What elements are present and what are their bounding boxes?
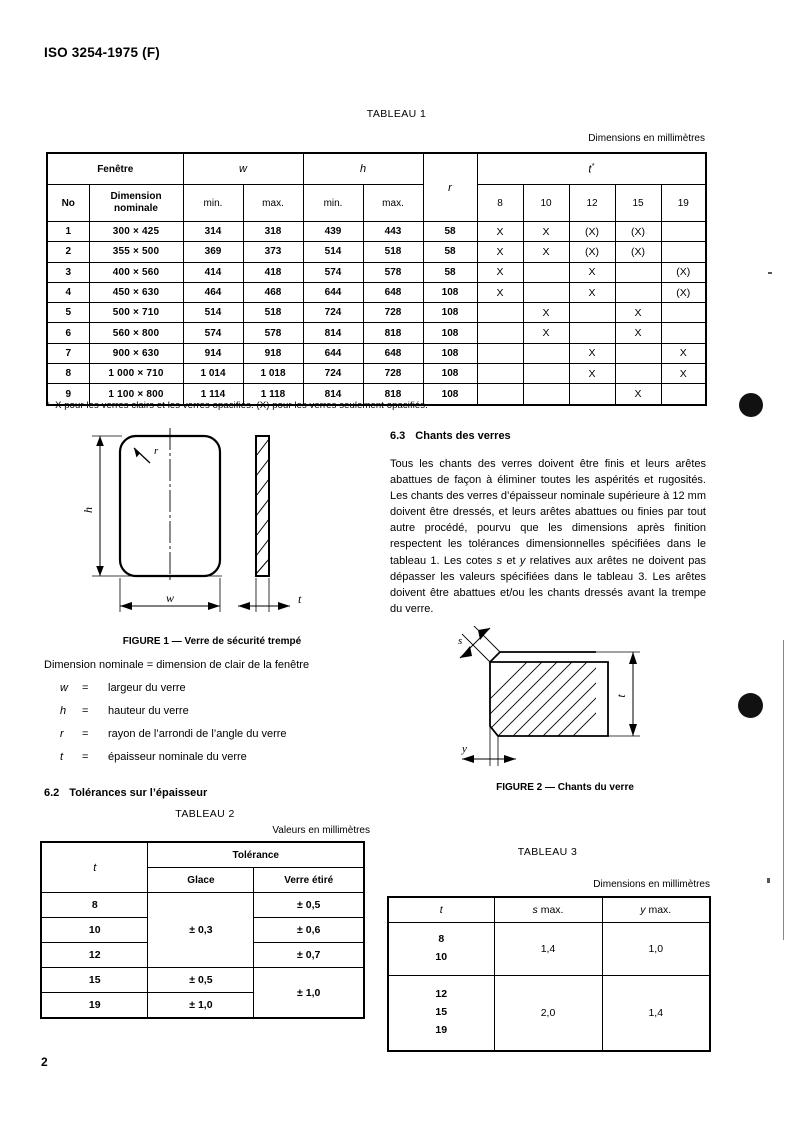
definition-eq-h: =	[82, 705, 89, 717]
table1-cell-w-max: 373	[243, 242, 303, 262]
definition-text-r: rayon de l’arrondi de l’angle du verre	[108, 728, 287, 740]
table1-cell-t-19: X	[661, 364, 706, 384]
table1-subheader-h-min: min.	[303, 185, 363, 222]
table1-cell-w-max: 468	[243, 282, 303, 302]
table1-cell-t-15: X	[615, 323, 661, 343]
definition-eq-w: =	[82, 682, 89, 694]
table3-t-value: 10	[435, 951, 448, 963]
table1-footnote-marker: *	[46, 400, 50, 410]
table1-cell-w-max: 578	[243, 323, 303, 343]
figure1-r-arrow	[134, 448, 140, 458]
table3-header-y-text: max.	[645, 904, 672, 916]
table1-cell-w-min: 1 014	[183, 364, 243, 384]
table1-cell-dimension: 300 × 425	[89, 222, 183, 242]
table1-cell-h-min: 514	[303, 242, 363, 262]
table1-cell-t-8	[477, 343, 523, 363]
definitions-list	[44, 659, 309, 774]
table1-cell-h-min: 644	[303, 343, 363, 363]
definition-item-h	[60, 705, 309, 717]
table1-cell-dimension: 355 × 500	[89, 242, 183, 262]
figure1-glass-side-view	[256, 436, 269, 576]
table1-cell-t-15	[615, 364, 661, 384]
scan-artifact-dot-lower	[738, 693, 763, 718]
table1-cell-t-15: (X)	[615, 242, 661, 262]
section-6-3-number: 6.3	[390, 430, 406, 442]
table1-cell-dimension: 1 000 × 710	[89, 364, 183, 384]
table1-cell-h-min: 644	[303, 282, 363, 302]
table1-cell-w-min: 314	[183, 222, 243, 242]
table1-cell-h-min: 439	[303, 222, 363, 242]
table1-cell-r: 58	[423, 222, 477, 242]
table1-subheader-t-12: 12	[569, 185, 615, 222]
table1-caption: TABLEAU 1	[366, 108, 427, 120]
figure2-t-arrow-bottom	[629, 724, 637, 736]
table1-cell-r: 108	[423, 384, 477, 405]
table1-footnote	[46, 400, 428, 411]
table1-subheader-w-max: max.	[243, 185, 303, 222]
table2-cell-glace-merged: ± 0,3	[148, 893, 254, 968]
table3-header-row	[388, 897, 710, 923]
table1-cell-t-19	[661, 242, 706, 262]
figure2-label-t: t	[614, 694, 628, 698]
table1-row	[47, 282, 706, 302]
table1-cell-t-8	[477, 364, 523, 384]
table1-cell-t-10: X	[523, 242, 569, 262]
table1-subheader-dimnom-line1: Dimension	[110, 190, 162, 202]
table1-cell-t-15	[615, 282, 661, 302]
figure2-caption: FIGURE 2 — Chants du verre	[496, 782, 634, 793]
table2-cell-verre-etire-merged: ± 1,0	[254, 968, 364, 1019]
table3	[387, 896, 711, 1052]
table3-cell-t-group-1	[388, 923, 494, 976]
table1-cell-dimension: 450 × 630	[89, 282, 183, 302]
scan-artifact-speck-upper	[768, 272, 772, 274]
table1-cell-t-12	[569, 384, 615, 405]
table1-row	[47, 303, 706, 323]
table2-header-verre-etire: Verre étiré	[254, 868, 364, 893]
table2-cell-verre-etire: ± 0,7	[254, 943, 364, 968]
table1-subheader-no-text: No	[61, 197, 75, 209]
table1	[46, 152, 707, 406]
table1-cell-r: 108	[423, 303, 477, 323]
table3-header-s-symbol: s	[532, 904, 538, 916]
table3-caption: TABLEAU 3	[517, 846, 578, 858]
table1-group-w: w	[183, 153, 303, 185]
table1-cell-w-min: 914	[183, 343, 243, 363]
table1-cell-t-10	[523, 262, 569, 282]
table3-units-note: Dimensions en millimètres	[593, 879, 710, 890]
table1-cell-w-max: 418	[243, 262, 303, 282]
table1-cell-w-min: 414	[183, 262, 243, 282]
table3-cell-s-max-group-1: 1,4	[494, 923, 602, 976]
scan-artifact-edge-line	[783, 640, 784, 940]
table1-group-t-superscript: *	[591, 162, 595, 170]
figure2-y-arrow-left	[462, 755, 474, 763]
definition-symbol-h: h	[60, 705, 67, 717]
section-6-3-heading	[390, 430, 511, 442]
table1-cell-h-min: 724	[303, 303, 363, 323]
figure2-t-arrow-top	[629, 652, 637, 664]
definition-symbol-w: w	[60, 682, 68, 694]
table2-row	[41, 968, 364, 993]
table1-cell-t-12: X	[569, 364, 615, 384]
table1-cell-t-10	[523, 384, 569, 405]
table2-cell-verre-etire: ± 0,6	[254, 918, 364, 943]
figure1-side-view-hatching	[256, 439, 269, 576]
section-6-2-number: 6.2	[44, 787, 60, 799]
definition-symbol-r: r	[60, 728, 64, 740]
table1-cell-h-max: 818	[363, 323, 423, 343]
figure1-h-arrow-top	[96, 436, 104, 446]
definition-text-h: hauteur du verre	[108, 705, 189, 717]
table1-cell-no: 1	[47, 222, 89, 242]
table1-subheader-w-min: min.	[183, 185, 243, 222]
table1-subheader-no	[47, 185, 89, 222]
figure2-label-s: s	[458, 635, 463, 647]
table1-cell-h-max: 648	[363, 343, 423, 363]
table1-group-r: r	[423, 153, 477, 222]
table1-cell-w-max: 1 118	[243, 384, 303, 405]
table1-cell-t-10: X	[523, 222, 569, 242]
table3-header-s-text: max.	[537, 904, 564, 916]
table3-header-s-max	[494, 897, 602, 923]
table1-cell-t-8	[477, 323, 523, 343]
table1-cell-t-19	[661, 303, 706, 323]
table1-cell-h-min: 574	[303, 262, 363, 282]
table2	[40, 841, 365, 1019]
definition-item-r	[60, 728, 309, 740]
definition-item-t	[60, 751, 309, 763]
table1-cell-t-12: (X)	[569, 242, 615, 262]
table1-subheader-t-8: 8	[477, 185, 523, 222]
table1-cell-w-min: 369	[183, 242, 243, 262]
table3-header-y-symbol: y	[640, 904, 646, 916]
section-6-3-symbol-y: y	[519, 554, 526, 567]
table3-t-value: 15	[435, 1006, 448, 1019]
table1-cell-t-19: (X)	[661, 262, 706, 282]
table1-cell-no: 8	[47, 364, 89, 384]
table1-cell-t-15: X	[615, 384, 661, 405]
table1-cell-t-12: X	[569, 282, 615, 302]
table2-container	[40, 841, 365, 1019]
figure1-t-arrow-left	[238, 602, 250, 610]
table3-cell-t-group-2	[388, 976, 494, 1052]
table1-row	[47, 242, 706, 262]
table2-cell-glace: ± 0,5	[148, 968, 254, 993]
table1-cell-w-max: 1 018	[243, 364, 303, 384]
table1-cell-t-12: X	[569, 343, 615, 363]
table1-cell-no: 4	[47, 282, 89, 302]
table1-cell-w-max: 518	[243, 303, 303, 323]
table1-cell-t-19: X	[661, 343, 706, 363]
table1-cell-t-12	[569, 323, 615, 343]
table1-cell-h-min: 724	[303, 364, 363, 384]
table2-header-tolerance: Tolérance	[148, 842, 364, 868]
table1-cell-no: 9	[47, 384, 89, 405]
table1-subheader-t-19: 19	[661, 185, 706, 222]
figure2-drawing	[448, 626, 698, 776]
table1-cell-r: 108	[423, 343, 477, 363]
table3-cell-s-max-group-2: 2,0	[494, 976, 602, 1052]
table1-cell-dimension: 400 × 560	[89, 262, 183, 282]
table1-cell-t-12: (X)	[569, 222, 615, 242]
table1-cell-t-15	[615, 343, 661, 363]
table1-group-t-symbol: t	[588, 163, 592, 176]
table1-row	[47, 222, 706, 242]
figure2-s-arrow-upper	[478, 628, 490, 640]
table1-subheader-t-10: 10	[523, 185, 569, 222]
section-6-3-body-part2: et	[502, 554, 520, 567]
table1-row	[47, 364, 706, 384]
figure1-label-w: w	[165, 591, 175, 605]
table1-cell-h-min: 814	[303, 384, 363, 405]
table3-header-t	[388, 897, 494, 923]
table1-cell-h-max: 648	[363, 282, 423, 302]
section-6-2-title: Tolérances sur l’épaisseur	[69, 787, 208, 799]
table3-t-value: 19	[435, 1023, 448, 1036]
table1-cell-dimension: 500 × 710	[89, 303, 183, 323]
table1-body	[47, 222, 706, 405]
table2-row	[41, 893, 364, 918]
figure1-drawing	[62, 428, 362, 633]
table1-cell-dimension: 560 × 800	[89, 323, 183, 343]
table1-subheader-h-max: max.	[363, 185, 423, 222]
table1-cell-t-8: X	[477, 282, 523, 302]
table1-container	[46, 152, 707, 406]
table1-cell-t-10: X	[523, 323, 569, 343]
table1-cell-t-19	[661, 323, 706, 343]
figure1-w-arrow-right	[208, 602, 220, 610]
table1-cell-t-15: X	[615, 303, 661, 323]
document-header: ISO 3254-1975 (F)	[44, 45, 160, 60]
table3-header-y-max	[602, 897, 710, 923]
table2-header-row-1	[41, 842, 364, 868]
table1-row	[47, 343, 706, 363]
table2-cell-t: 15	[41, 968, 148, 993]
table1-cell-r: 108	[423, 364, 477, 384]
scan-artifact-speck-lower	[767, 878, 770, 883]
section-6-3-symbol-s: s	[496, 554, 503, 567]
table1-subheader-dimnom-line2: nominale	[114, 203, 158, 214]
table1-header-groups	[47, 153, 706, 185]
table1-cell-w-min: 1 114	[183, 384, 243, 405]
section-6-3-title: Chants des verres	[415, 430, 511, 442]
table2-header-glace: Glace	[148, 868, 254, 893]
figure2-label-y: y	[462, 743, 467, 755]
table1-cell-w-max: 918	[243, 343, 303, 363]
table1-cell-no: 2	[47, 242, 89, 262]
table1-cell-h-max: 728	[363, 303, 423, 323]
table1-cell-t-15	[615, 262, 661, 282]
definition-symbol-t: t	[60, 751, 64, 763]
table3-t-value: 12	[435, 988, 448, 1001]
figure1-label-h: h	[81, 507, 95, 513]
table1-footnote-text: X pour les verres clairs et les verres opacifiés. (X) pour les verres seulement opacifiés.	[55, 400, 428, 411]
table1-cell-no: 3	[47, 262, 89, 282]
scan-artifact-dot-upper	[739, 393, 763, 417]
table1-cell-t-8	[477, 303, 523, 323]
definition-eq-t: =	[82, 751, 89, 763]
figure2-s-arrow-lower	[460, 646, 472, 658]
table1-cell-w-max: 318	[243, 222, 303, 242]
table1-cell-dimension: 1 100 × 800	[89, 384, 183, 405]
table3-cell-y-max-group-2: 1,4	[602, 976, 710, 1052]
figure2-y-arrow-right	[504, 755, 516, 763]
table1-cell-t-15: (X)	[615, 222, 661, 242]
table2-cell-t: 8	[41, 893, 148, 918]
table1-cell-r: 108	[423, 282, 477, 302]
definition-eq-r: =	[82, 728, 89, 740]
table1-cell-t-12: X	[569, 262, 615, 282]
figure1-label-t: t	[298, 592, 302, 606]
table1-cell-h-max: 518	[363, 242, 423, 262]
figure1-h-arrow-bottom	[96, 566, 104, 576]
definition-item-w	[60, 682, 309, 694]
table1-cell-t-10	[523, 364, 569, 384]
figure2-chamfer-edge	[490, 652, 500, 662]
table3-container	[387, 896, 711, 1052]
table1-group-h: h	[303, 153, 423, 185]
table1-subheader-t-15: 15	[615, 185, 661, 222]
table1-cell-t-8: X	[477, 222, 523, 242]
table1-group-t	[477, 153, 706, 185]
table1-cell-w-min: 574	[183, 323, 243, 343]
table2-cell-t: 10	[41, 918, 148, 943]
table1-cell-w-min: 514	[183, 303, 243, 323]
table1-subheader-dimension-nominale	[89, 185, 183, 222]
table1-cell-t-8: X	[477, 262, 523, 282]
figure1-w-arrow-left	[120, 602, 132, 610]
definitions-lead: Dimension nominale = dimension de clair de la fenêtre	[44, 659, 310, 671]
table2-cell-verre-etire: ± 0,5	[254, 893, 364, 918]
table1-cell-r: 58	[423, 262, 477, 282]
table1-cell-t-19	[661, 222, 706, 242]
table1-group-fenetre: Fenêtre	[47, 153, 183, 185]
table3-t-value: 8	[438, 933, 445, 946]
table1-row	[47, 262, 706, 282]
table2-caption: TABLEAU 2	[175, 808, 235, 820]
table1-cell-h-min: 814	[303, 323, 363, 343]
definition-text-w: largeur du verre	[108, 682, 186, 694]
table3-header-t-symbol: t	[439, 904, 443, 916]
table1-cell-t-8: X	[477, 242, 523, 262]
table1-cell-dimension: 900 × 630	[89, 343, 183, 363]
table3-cell-y-max-group-1: 1,0	[602, 923, 710, 976]
table1-cell-r: 108	[423, 323, 477, 343]
table1-cell-t-10	[523, 282, 569, 302]
table2-units-note: Valeurs en millimètres	[272, 825, 370, 836]
table1-cell-h-max: 578	[363, 262, 423, 282]
table1-subheaders	[47, 185, 706, 222]
table1-cell-h-max: 728	[363, 364, 423, 384]
table1-cell-no: 6	[47, 323, 89, 343]
figure1-t-arrow-right	[278, 602, 290, 610]
table2-header-t: t	[41, 842, 148, 893]
table1-cell-h-max: 818	[363, 384, 423, 405]
table1-cell-t-10: X	[523, 303, 569, 323]
section-6-2-heading	[44, 787, 207, 799]
table1-cell-h-max: 443	[363, 222, 423, 242]
table1-cell-no: 5	[47, 303, 89, 323]
table1-cell-t-10	[523, 343, 569, 363]
page-number: 2	[41, 1055, 48, 1069]
table2-cell-glace: ± 1,0	[148, 993, 254, 1019]
figure1-caption: FIGURE 1 — Verre de sécurité trempé	[122, 636, 302, 647]
definition-text-t: épaisseur nominale du verre	[108, 751, 247, 763]
table1-units-note: Dimensions en millimètres	[588, 133, 705, 144]
table2-cell-t: 19	[41, 993, 148, 1019]
table1-cell-t-12	[569, 303, 615, 323]
section-6-3-body-part3: relatives aux arêtes ne doivent pas dépasser les valeurs spécifiées dans le tableau 3. Les arêtes doivent être abattues et/ou les chants dressés avant la trempe du verre.	[390, 554, 706, 615]
table1-cell-t-19: (X)	[661, 282, 706, 302]
table3-group-row	[388, 976, 710, 1052]
table1-cell-t-19	[661, 384, 706, 405]
table1-row	[47, 323, 706, 343]
table1-cell-no: 7	[47, 343, 89, 363]
table2-cell-t: 12	[41, 943, 148, 968]
table1-cell-t-8	[477, 384, 523, 405]
section-6-3-body	[390, 456, 706, 617]
section-6-3-body-part1: Tous les chants des verres doivent être finis et leurs arêtes abattues de façon à éliminer toutes les aspérités et rugosités. Les chants des verres d’épaisseur nominale supérieure à 12 mm doivent être dressés, et leurs arêtes abattues ou finies par tout autre procédé, pourvu que les dimensions après finition respectent les tolérances dimensionnelles spécifiées dans le tableau 1. Les cotes	[390, 458, 706, 567]
table1-cell-w-min: 464	[183, 282, 243, 302]
figure1-label-r: r	[154, 445, 159, 457]
table3-group-row	[388, 923, 710, 976]
table1-cell-r: 58	[423, 242, 477, 262]
